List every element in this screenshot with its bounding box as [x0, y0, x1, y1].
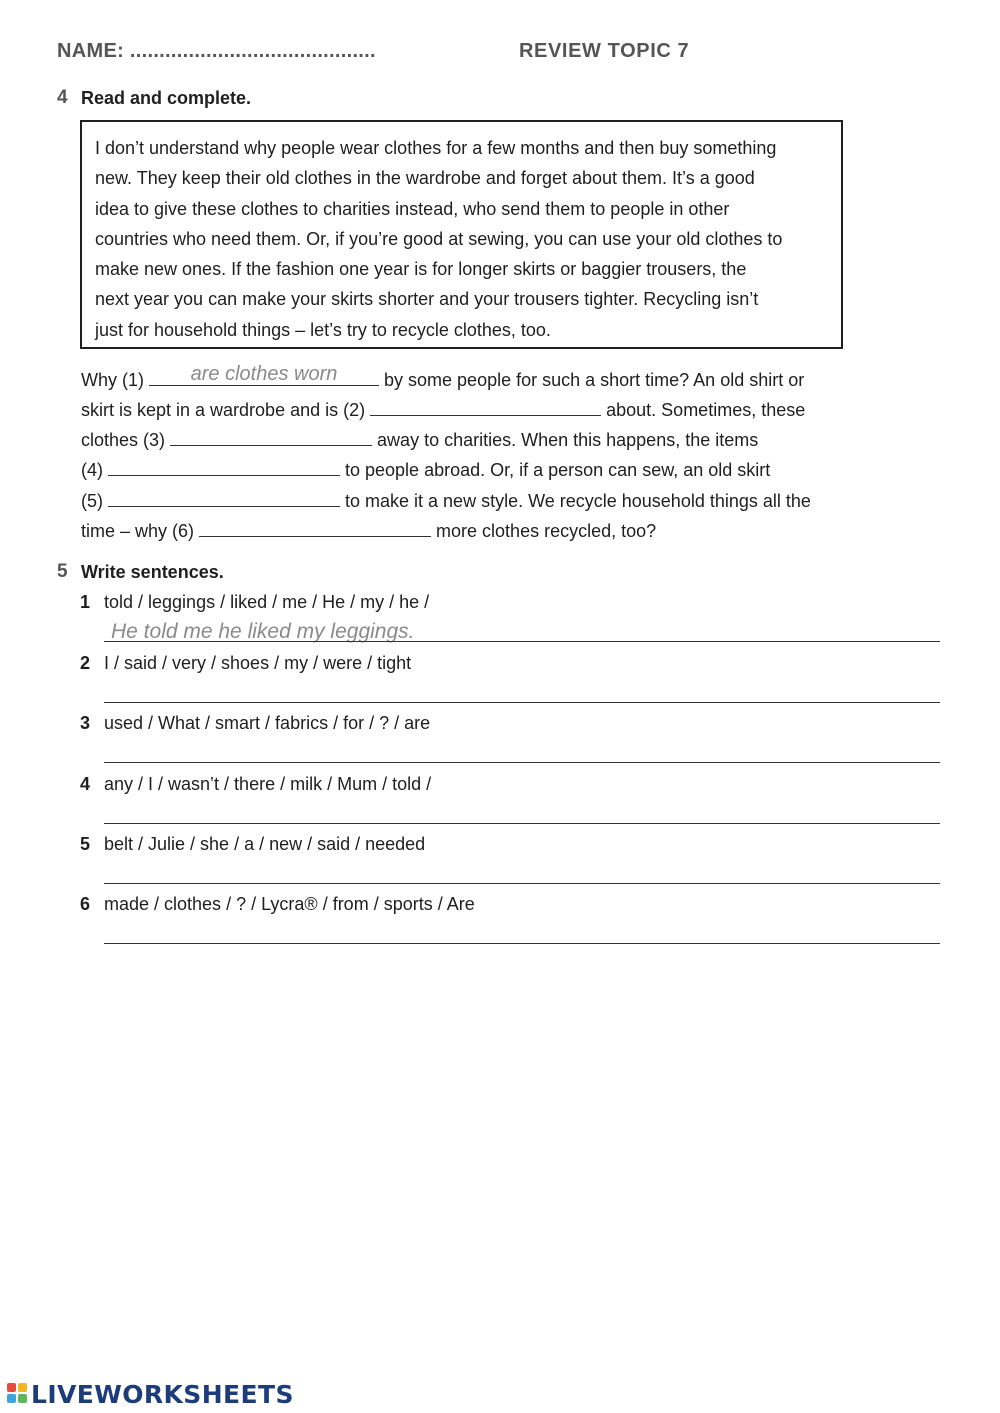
- gap-fill-line-6: [81, 518, 656, 542]
- answer-line[interactable]: [104, 823, 940, 824]
- item-prompt: any / I / wasn’t / there / milk / Mum / told /: [104, 774, 432, 794]
- item-answer: He told me he liked my leggings.: [111, 620, 415, 643]
- gap-text: skirt is kept in a wardrobe and is (2): [81, 400, 371, 420]
- gap-blank-5[interactable]: [108, 488, 340, 507]
- answer-line[interactable]: [104, 883, 940, 884]
- gap-fill-line-4: [81, 457, 770, 481]
- logo-text: LIVEWORKSHEETS: [31, 1380, 294, 1409]
- gap-text: time – why (6): [81, 521, 200, 541]
- gap-text: to make it a new style. We recycle household things all the: [340, 491, 811, 511]
- gap-text: Why (1): [81, 370, 150, 390]
- gap-fill-line-2: [81, 397, 805, 421]
- item-number: 5: [80, 834, 91, 854]
- item-number: 2: [80, 653, 91, 673]
- gap-text: about. Sometimes, these: [601, 400, 806, 420]
- item-prompt: belt / Julie / she / a / new / said / needed: [104, 834, 426, 854]
- passage-line: just for household things – let’s try to recycle clothes, too.: [95, 319, 551, 340]
- gap-text: more clothes recycled, too?: [431, 521, 657, 541]
- gap-text: (4): [81, 460, 108, 480]
- answer-line[interactable]: [104, 641, 940, 642]
- gap-fill-line-5: [81, 488, 811, 512]
- item-prompt: I / said / very / shoes / my / were / tight: [104, 653, 412, 673]
- gap-blank-2[interactable]: [370, 397, 601, 416]
- answer-line[interactable]: [104, 943, 940, 944]
- gap-fill-line-1: [81, 363, 805, 391]
- section-5-title: Write sentences.: [81, 562, 224, 582]
- gap-text: clothes (3): [81, 430, 171, 450]
- section-4-number: 4: [57, 87, 68, 108]
- item-number: 1: [80, 592, 91, 612]
- gap-text: away to charities. When this happens, the items: [372, 430, 759, 450]
- logo-blocks-icon: [7, 1383, 29, 1407]
- gap-fill-line-3: [81, 427, 758, 451]
- passage-line: new. They keep their old clothes in the wardrobe and forget about them. It’s a good: [95, 168, 755, 189]
- gap-blank-1[interactable]: [149, 363, 379, 386]
- item-number: 6: [80, 894, 91, 914]
- passage-line: countries who need them. Or, if you’re good at sewing, you can use your old clothes to: [95, 228, 783, 249]
- answer-line[interactable]: [104, 762, 940, 763]
- gap-text: to people abroad. Or, if a person can sew, an old skirt: [340, 460, 771, 480]
- gap-text: (5): [81, 491, 108, 511]
- passage-line: I don’t understand why people wear clothes for a few months and then buy something: [95, 138, 777, 158]
- passage-line: make new ones. If the fashion one year is for longer skirts or baggier trousers, the: [95, 259, 747, 280]
- item-prompt: made / clothes / ? / Lycra® / from / sports / Are: [104, 894, 475, 914]
- gap-answer-1: are clothes worn: [190, 363, 338, 385]
- item-number: 3: [80, 713, 91, 733]
- item-prompt: used / What / smart / fabrics / for / ? / are: [104, 713, 431, 733]
- gap-text: by some people for such a short time? An old shirt or: [379, 370, 805, 390]
- reading-passage: [80, 120, 843, 349]
- answer-line[interactable]: [104, 702, 940, 703]
- section-5-number: 5: [57, 561, 68, 582]
- page-title: REVIEW TOPIC 7: [519, 40, 690, 62]
- item-prompt: told / leggings / liked / me / He / my / he /: [104, 592, 430, 612]
- gap-blank-3[interactable]: [170, 427, 372, 446]
- passage-line: next year you can make your skirts shorter and your trousers tighter. Recycling isn’t: [95, 289, 759, 310]
- gap-blank-4[interactable]: [108, 457, 340, 476]
- gap-blank-6[interactable]: [199, 518, 431, 537]
- section-4-title: Read and complete.: [81, 88, 252, 108]
- name-field-label: NAME: ..........................................: [57, 40, 376, 62]
- liveworksheets-logo[interactable]: [7, 1380, 294, 1409]
- item-number: 4: [80, 774, 91, 794]
- passage-line: idea to give these clothes to charities instead, who send them to people in other: [95, 198, 730, 219]
